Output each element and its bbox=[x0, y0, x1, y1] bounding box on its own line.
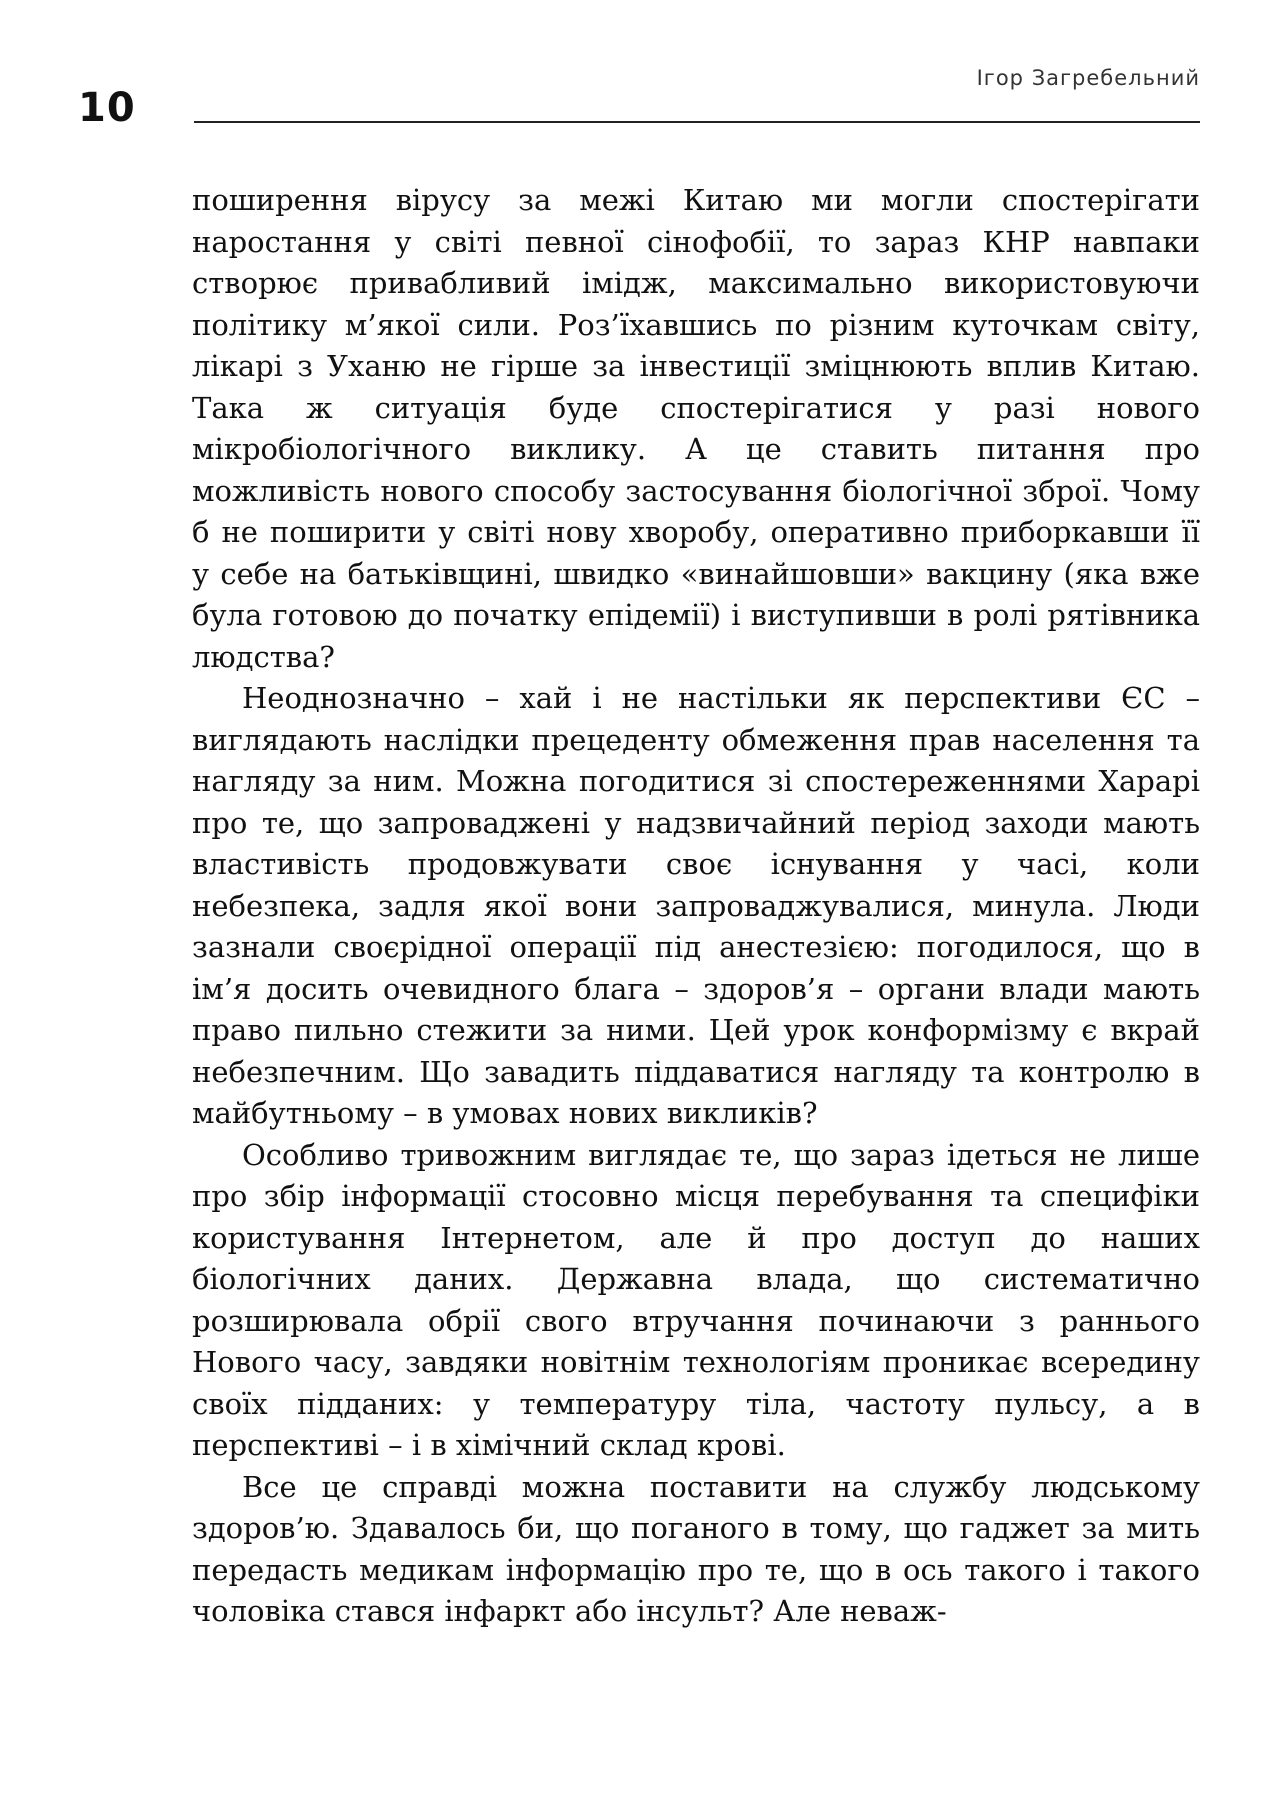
running-header-author: Ігор Загребельний bbox=[976, 66, 1200, 90]
header-rule bbox=[194, 121, 1200, 123]
paragraph: поширення вірусу за межі Китаю ми могли спостерігати наростання у світі певної сінофобії, то зараз КНР навпаки створює привабливий імідж, максимально використовуючи політику м’якої сили. Роз’їхавшись по різним куточкам світу, лікарі з Уханю не гірше за інвестиції зміцнюють вплив Китаю. Така ж ситуація буде спостерігатися у разі нового мікробіологічного виклику. А це ставить питання про можливість нового способу застосування біологічної зброї. Чому б не поширити у світі нову хворобу, оперативно приборкавши її у себе на батьківщині, швидко «винайшовши» вакцину (яка вже була готовою до початку епідемії) і виступивши в ролі рятівника людства? bbox=[192, 183, 1200, 674]
paragraph: Все це справді можна поставити на службу людському здоров’ю. Здавалось би, що поганого в тому, що гаджет за мить передасть медикам інформацію про те, що в ось такого і такого чоловіка стався інфаркт або інсульт? Але неваж- bbox=[192, 1469, 1200, 1628]
paragraph: Особливо тривожним виглядає те, що зараз ідеться не лише про збір інформації стосовно місця перебування та специфіки користування Інтернетом, але й про доступ до наших біологічних даних. Державна влада, що систематично розширювала обрії свого втручання починаючи з раннього Нового часу, завдяки новітнім технологіям проникає всередину своїх підданих: у температуру тіла, частоту пульсу, а в перспективі – і в хімічний склад крові. bbox=[192, 1137, 1200, 1462]
body-text bbox=[192, 180, 1200, 1633]
page-number: 10 bbox=[78, 85, 136, 131]
paragraph: Неоднозначно – хай і не настільки як перспективи ЄС – виглядають наслідки прецеденту обмеження прав населення та нагляду за ним. Можна погодитися зі спостереженнями Харарі про те, що запроваджені у надзвичайний період заходи мають властивість продовжувати своє існування у часі, коли небезпека, задля якої вони запроваджувалися, минула. Люди зазнали своєрідної операції під анестезією: погодилося, що в ім’я досить очевидного блага – здоров’я – органи влади мають право пильно стежити за ними. Цей урок конформізму є вкрай небезпечним. Що завадить піддаватися нагляду та контролю в майбутньому – в умовах нових викликів? bbox=[192, 681, 1200, 1130]
